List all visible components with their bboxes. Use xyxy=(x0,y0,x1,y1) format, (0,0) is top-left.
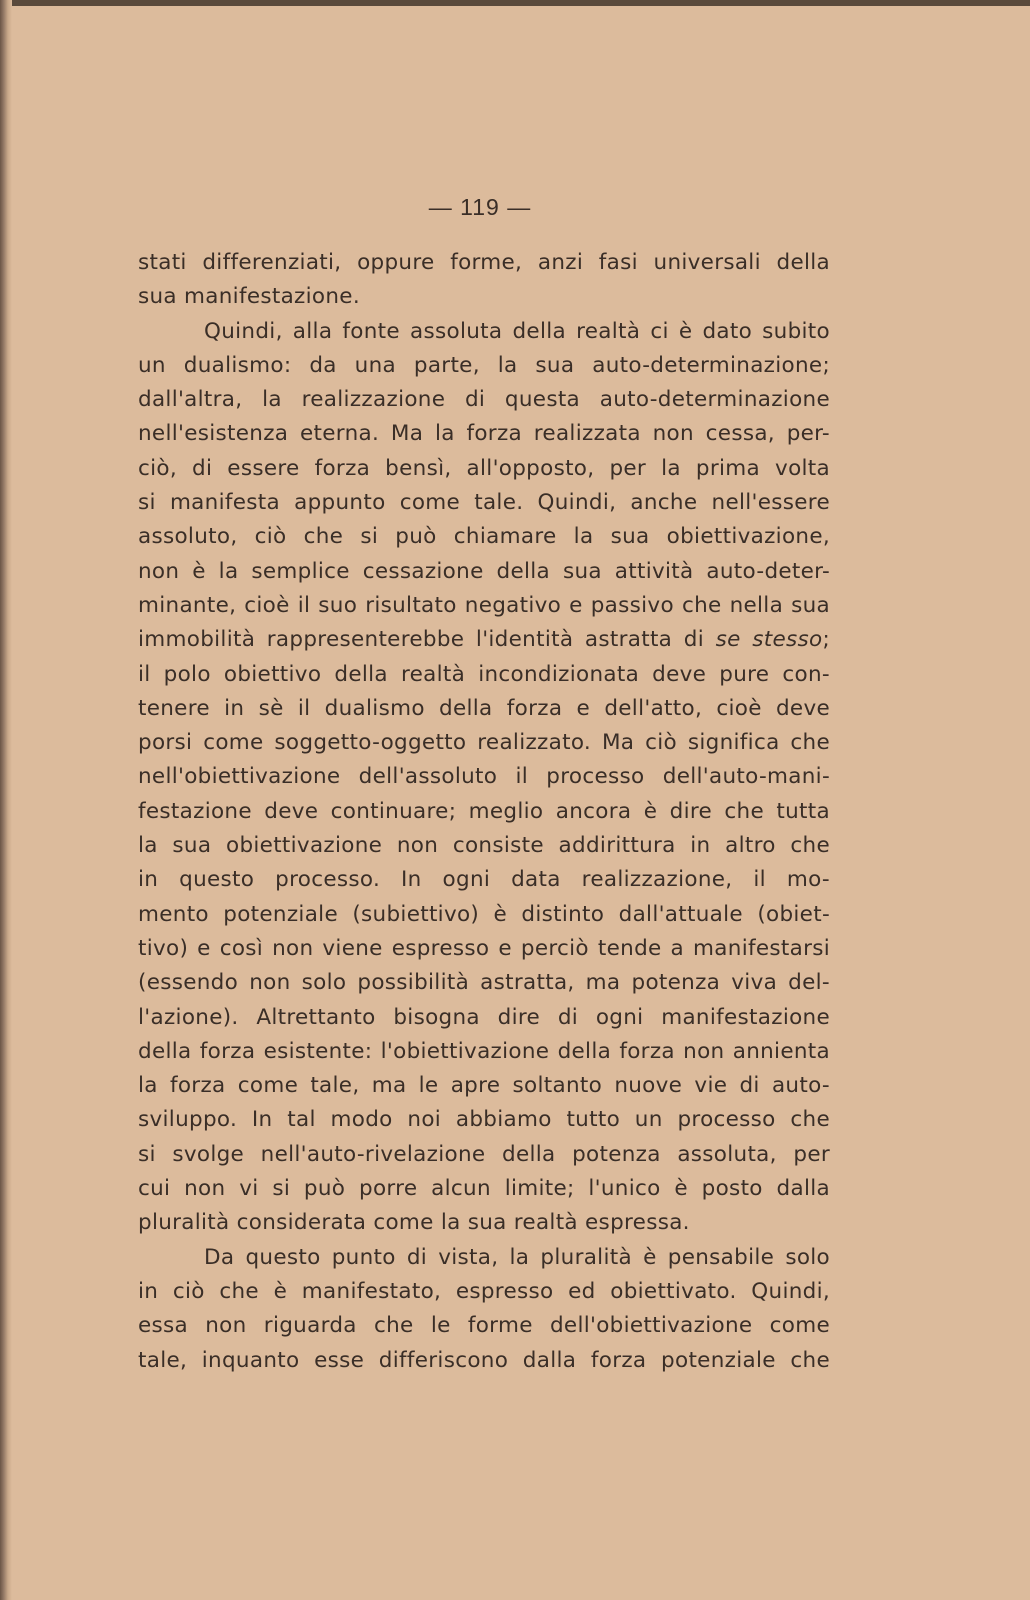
text-line: dall'altra, la realizzazione di questa auto-determinazione xyxy=(138,387,830,413)
text-line: si svolge nell'auto-rivelazione della potenza assoluta, per xyxy=(138,1141,830,1167)
text-line: cui non vi si può porre alcun limite; l'unico è posto dalla xyxy=(138,1176,830,1202)
text-line: la sua obiettivazione non consiste addirittura in altro che xyxy=(138,833,830,859)
text-line: assoluto, ciò che si può chiamare la sua obiettivazione, xyxy=(138,524,830,550)
text-line: minante, cioè il suo risultato negativo e passivo che nella sua xyxy=(138,592,830,618)
text-line: ciò, di essere forza bensì, all'opposto, per la prima volta xyxy=(138,455,830,481)
text-line: stati differenziati, oppure forme, anzi fasi universali della xyxy=(138,250,830,275)
text-line: tivo) e così non viene espresso e perciò tende a manifestarsi xyxy=(138,935,830,961)
text-line: mento potenziale (subiettivo) è distinto dall'attuale (obiet- xyxy=(138,901,830,927)
text-line: festazione deve continuare; meglio ancora è dire che tutta xyxy=(138,798,830,824)
text-line: in questo processo. In ogni data realizzazione, il mo- xyxy=(138,867,830,893)
body-text xyxy=(138,246,830,1378)
page-top-edge xyxy=(0,0,1030,6)
text-line: nell'obiettivazione dell'assoluto il processo dell'auto-mani- xyxy=(138,764,830,790)
text-line: Quindi, alla fonte assoluta della realtà ci è dato subito xyxy=(204,318,830,344)
emphasis: se stesso xyxy=(715,627,823,653)
text-line: il polo obiettivo della realtà incondizionata deve pure con- xyxy=(138,661,830,687)
text-line: sviluppo. In tal modo noi abbiamo tutto un processo che xyxy=(138,1107,830,1133)
text-line: Da questo punto di vista, la pluralità è pensabile solo xyxy=(204,1244,830,1270)
text-line: porsi come soggetto-oggetto realizzato. Ma ciò significa che xyxy=(138,730,830,756)
text-line: non è la semplice cessazione della sua attività auto-deter- xyxy=(138,558,830,584)
text-line: nell'esistenza eterna. Ma la forza realizzata non cessa, per- xyxy=(138,421,830,447)
text-line: un dualismo: da una parte, la sua auto-determinazione; xyxy=(138,352,830,378)
text-line: (essendo non solo possibilità astratta, ma potenza viva del- xyxy=(138,970,830,996)
text-line: la forza come tale, ma le apre soltanto nuove vie di auto- xyxy=(138,1073,830,1099)
text-line: pluralità considerata come la sua realtà espressa. xyxy=(138,1210,690,1236)
text-line: essa non riguarda che le forme dell'obiettivazione come xyxy=(138,1313,830,1339)
text-line: si manifesta appunto come tale. Quindi, anche nell'essere xyxy=(138,490,830,516)
page-binding-edge xyxy=(0,0,12,1600)
page-number: — 119 — xyxy=(428,194,532,220)
text-line: immobilità rappresenterebbe l'identità astratta di se stesso; xyxy=(138,627,830,653)
text-line: in ciò che è manifestato, espresso ed obiettivato. Quindi, xyxy=(138,1278,830,1304)
text-line: tenere in sè il dualismo della forza e dell'atto, cioè deve xyxy=(138,695,830,721)
text-line: della forza esistente: l'obiettivazione della forza non annienta xyxy=(138,1038,830,1064)
text-line: l'azione). Altrettanto bisogna dire di ogni manifestazione xyxy=(138,1004,830,1030)
text-line: sua manifestazione. xyxy=(138,284,360,310)
text-line: tale, inquanto esse differiscono dalla forza potenziale che xyxy=(138,1347,830,1373)
